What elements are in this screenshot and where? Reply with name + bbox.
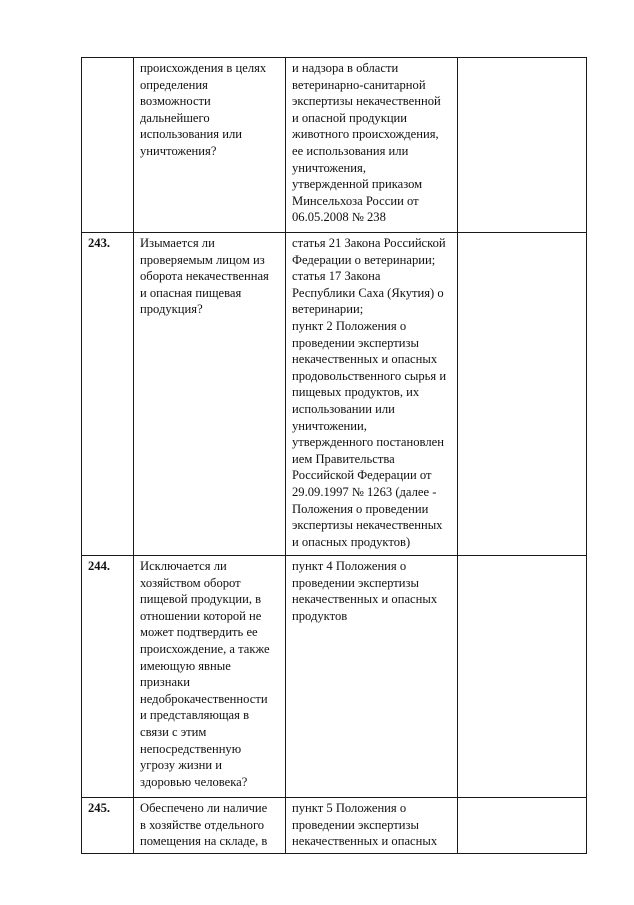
question-line: возможности xyxy=(140,94,211,109)
result-cell xyxy=(458,58,587,233)
question-line: определения xyxy=(140,77,208,92)
question-line: происхождения в целях xyxy=(140,61,267,75)
reference-cell xyxy=(286,556,458,798)
reference-line: животного происхождения, xyxy=(292,127,439,142)
reference-line: пункт 4 Положения о xyxy=(292,559,407,573)
question-line: может подтвердить ее xyxy=(140,625,258,640)
reference-line: проведении экспертизы xyxy=(292,335,419,350)
reference-line: ветеринарии; xyxy=(292,302,364,317)
question-line: недоброкачественности xyxy=(140,691,268,706)
reference-line: и опасной продукции xyxy=(292,110,408,125)
reference-line: проведении экспертизы xyxy=(292,575,419,590)
question-line: хозяйством оборот xyxy=(140,575,241,590)
reference-line: 29.09.1997 № 1263 (далее - xyxy=(292,484,437,499)
question-line: непосредственную xyxy=(140,741,242,756)
result-cell xyxy=(458,233,587,556)
reference-line: пункт 2 Положения о xyxy=(292,318,407,333)
question-line: пищевой продукции, в xyxy=(140,592,262,607)
requirements-table-body xyxy=(82,58,587,854)
question-line: продукция? xyxy=(140,302,203,317)
result-cell xyxy=(458,556,587,798)
question-line: здоровью человека? xyxy=(140,774,248,789)
result-cell xyxy=(458,798,587,854)
reference-line: уничтожения, xyxy=(292,160,366,175)
reference-line: Российской Федерации от xyxy=(292,468,432,483)
requirements-table xyxy=(81,57,587,854)
reference-line: использовании или xyxy=(292,401,395,416)
reference-line: ием Правительства xyxy=(292,451,395,466)
question-line: происхождение, а также xyxy=(140,641,270,656)
reference-line: некачественных и опасных xyxy=(292,352,438,367)
reference-line: пищевых продуктов, их xyxy=(292,385,420,400)
reference-line: статья 17 Закона xyxy=(292,269,381,284)
reference-line: экспертизы некачественных xyxy=(292,518,443,533)
row-number xyxy=(82,58,134,233)
reference-line: ветеринарно-санитарной xyxy=(292,77,426,92)
reference-line: утвержденной приказом xyxy=(292,177,423,192)
reference-line: Федерации о ветеринарии; xyxy=(292,252,436,267)
reference-line: Минсельхоза России от xyxy=(292,193,419,208)
table-row xyxy=(82,233,587,556)
reference-line: уничтожении, xyxy=(292,418,367,433)
question-line: признаки xyxy=(140,675,190,690)
reference-line: и опасных продуктов) xyxy=(292,534,411,549)
row-number: 245. xyxy=(82,798,134,854)
question-line: Обеспечено ли наличие xyxy=(140,801,268,815)
reference-line: статья 21 Закона Российской xyxy=(292,236,446,250)
reference-line: продовольственного сырья и xyxy=(292,368,447,383)
table-row xyxy=(82,556,587,798)
reference-line: некачественных и опасных xyxy=(292,834,438,849)
reference-line: ее использования или xyxy=(292,143,409,158)
question-cell xyxy=(134,798,286,854)
question-line: уничтожения? xyxy=(140,143,217,158)
table-row xyxy=(82,798,587,854)
question-cell xyxy=(134,556,286,798)
question-line: проверяемым лицом из xyxy=(140,252,265,267)
reference-line: Республики Саха (Якутия) о xyxy=(292,285,444,300)
row-number: 243. xyxy=(82,233,134,556)
question-line: оборота некачественная xyxy=(140,269,269,284)
question-line: дальнейшего xyxy=(140,110,210,125)
question-line: Изымается ли xyxy=(140,236,215,250)
question-line: отношении которой не xyxy=(140,608,262,623)
question-line: использования или xyxy=(140,127,242,142)
question-cell xyxy=(134,233,286,556)
question-line: связи с этим xyxy=(140,724,207,739)
reference-line: и надзора в области xyxy=(292,61,399,75)
question-line: и опасная пищевая xyxy=(140,285,242,300)
question-line: в хозяйстве отдельного xyxy=(140,817,265,832)
reference-line: проведении экспертизы xyxy=(292,817,419,832)
question-cell xyxy=(134,58,286,233)
question-line: имеющую явные xyxy=(140,658,231,673)
reference-line: 06.05.2008 № 238 xyxy=(292,210,386,225)
question-line: Исключается ли xyxy=(140,559,227,573)
reference-line: некачественных и опасных xyxy=(292,592,438,607)
reference-cell xyxy=(286,58,458,233)
reference-line: утвержденного постановлен xyxy=(292,435,444,450)
reference-cell xyxy=(286,233,458,556)
reference-cell xyxy=(286,798,458,854)
reference-line: пункт 5 Положения о xyxy=(292,801,407,815)
reference-line: экспертизы некачественной xyxy=(292,94,441,109)
question-line: и представляющая в xyxy=(140,708,250,723)
reference-line: продуктов xyxy=(292,608,348,623)
question-line: помещения на складе, в xyxy=(140,834,268,849)
question-line: угрозу жизни и xyxy=(140,758,222,773)
reference-line: Положения о проведении xyxy=(292,501,429,516)
row-number: 244. xyxy=(82,556,134,798)
table-row xyxy=(82,58,587,233)
